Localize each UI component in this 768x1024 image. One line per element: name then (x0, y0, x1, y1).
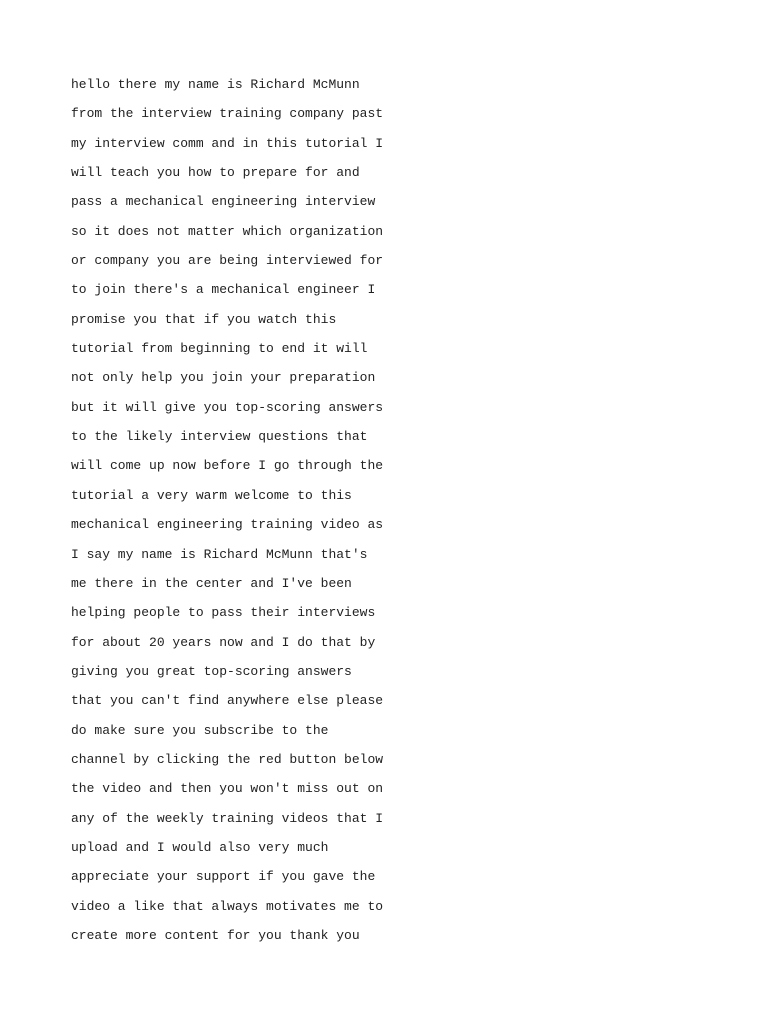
transcript-line: tutorial from beginning to end it will (71, 341, 368, 357)
transcript-line: that you can't find anywhere else please (71, 693, 384, 709)
transcript-line: to join there's a mechanical engineer I (71, 282, 376, 298)
transcript-line: so it does not matter which organization (71, 223, 384, 239)
transcript-line: me there in the center and I've been (71, 575, 352, 591)
transcript-line: video a like that always motivates me to (71, 898, 384, 914)
transcript-line: the video and then you won't miss out on (71, 781, 384, 797)
transcript-line: any of the weekly training videos that I (71, 810, 384, 826)
transcript-line: appreciate your support if you gave the (71, 869, 376, 885)
transcript-line: pass a mechanical engineering interview (71, 194, 376, 210)
transcript-line: mechanical engineering training video as (71, 517, 384, 533)
transcript-line: create more content for you thank you (71, 927, 360, 943)
transcript-line: will teach you how to prepare for and (71, 165, 360, 181)
transcript-line: but it will give you top-scoring answers (71, 399, 384, 415)
transcript-line: my interview comm and in this tutorial I (71, 135, 384, 151)
transcript-line: hello there my name is Richard McMunn (71, 77, 360, 92)
transcript-line: helping people to pass their interviews (71, 605, 376, 621)
transcript-line: to the likely interview questions that (71, 429, 368, 445)
transcript-line: do make sure you subscribe to the (71, 722, 329, 738)
transcript-line: will come up now before I go through the (71, 458, 384, 474)
transcript-line: not only help you join your preparation (71, 370, 376, 386)
transcript-line: tutorial a very warm welcome to this (71, 487, 352, 503)
transcript-line: giving you great top-scoring answers (71, 663, 352, 679)
transcript-line: from the interview training company past (71, 106, 384, 122)
transcript-line: or company you are being interviewed for (71, 253, 384, 269)
transcript-line: I say my name is Richard McMunn that's (71, 546, 368, 562)
transcript-line: upload and I would also very much (71, 839, 329, 855)
transcript-line: promise you that if you watch this (71, 311, 337, 327)
transcript-line: channel by clicking the red button below (71, 751, 384, 767)
transcript-line: for about 20 years now and I do that by (71, 634, 376, 650)
transcript-page (71, 70, 731, 950)
